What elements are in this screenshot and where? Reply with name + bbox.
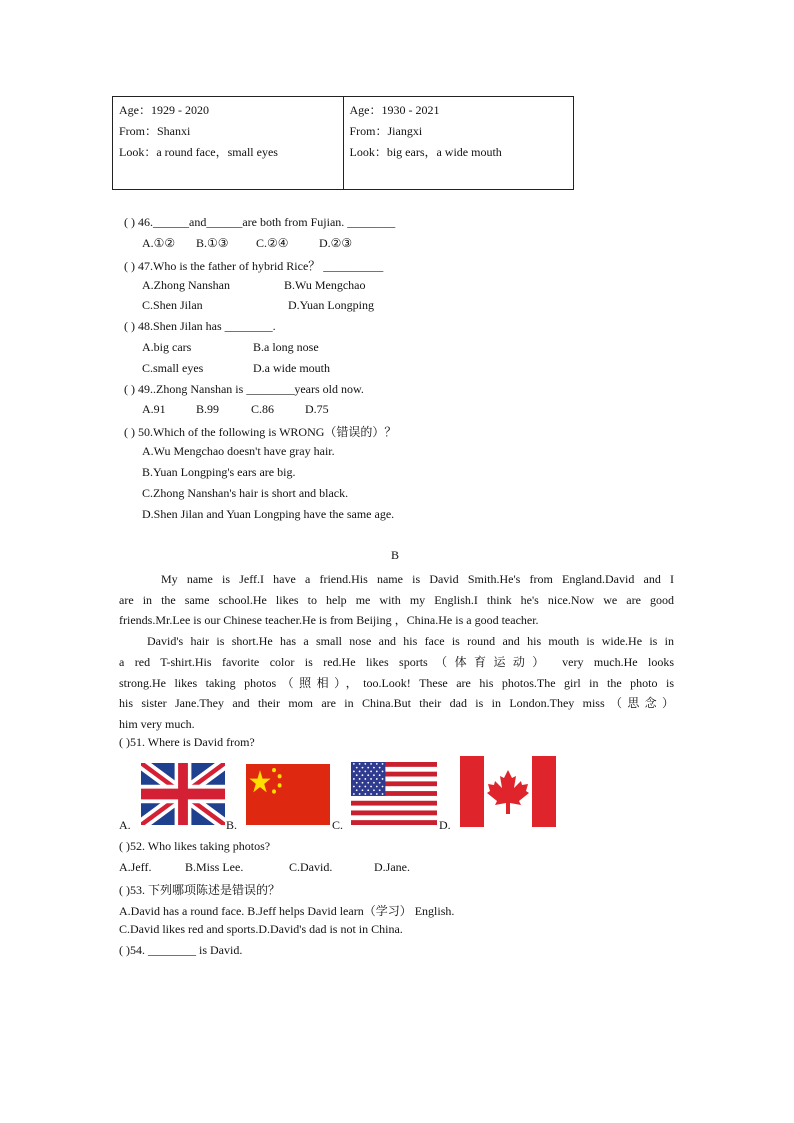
q51-label-d: D. bbox=[439, 818, 451, 832]
passage-line-5: a red T-shirt.His favorite color is red.He likes sports（体育运动） very much.He looks bbox=[119, 655, 674, 669]
passage-line-1: My name is Jeff.I have a friend.His name is David Smith.He's from England.David and I bbox=[161, 572, 674, 586]
left-look: Look：a round face，small eyes bbox=[119, 145, 278, 159]
china-flag bbox=[246, 764, 330, 825]
q49-option-b: B.99 bbox=[196, 402, 220, 416]
q46-option-d: D.②③ bbox=[319, 236, 353, 250]
q53-options-line-1: A.David has a round face. B.Jeff helps David learn（学习） English. bbox=[119, 904, 455, 918]
passage-line-2: are in the same school.He likes to help me with my English.I think he's nice.Now we are good bbox=[119, 593, 674, 607]
passage-line-3: friends.Mr.Lee is our Chinese teacher.He is from Beijing ，China.He is a good teacher. bbox=[119, 613, 539, 627]
q47-option-b: B.Wu Mengchao bbox=[284, 278, 366, 292]
left-age: Age：1929 - 2020 bbox=[119, 103, 209, 117]
usa-flag bbox=[351, 762, 437, 825]
q52-option-a: A.Jeff. bbox=[119, 860, 152, 874]
q52-option-b: B.Miss Lee. bbox=[185, 860, 244, 874]
q46-stem: ( ) 46.______and______are both from Fujian. ________ bbox=[124, 215, 396, 229]
q48-option-b: B.a long nose bbox=[253, 340, 319, 354]
right-from: From：Jiangxi bbox=[349, 124, 423, 138]
section-b-heading: B bbox=[391, 548, 400, 562]
q46-option-b: B.①③ bbox=[196, 236, 229, 250]
q48-option-a: A.big cars bbox=[142, 340, 192, 354]
q46-option-c: C.②④ bbox=[256, 236, 289, 250]
info-table bbox=[112, 96, 574, 190]
q48-option-c: C.small eyes bbox=[142, 361, 204, 375]
q52-option-d: D.Jane. bbox=[374, 860, 410, 874]
info-cell-left bbox=[113, 97, 344, 190]
q49-option-d: D.75 bbox=[305, 402, 329, 416]
passage-line-4: David's hair is short.He has a small nose and his face is round and his mouth is wide.He is in bbox=[147, 634, 674, 648]
q51-label-c: C. bbox=[332, 818, 344, 832]
q46-option-a: A.①② bbox=[142, 236, 176, 250]
right-look: Look：big ears，a wide mouth bbox=[349, 145, 502, 159]
left-from: From：Shanxi bbox=[119, 124, 191, 138]
canada-flag bbox=[460, 756, 556, 827]
passage-line-7: his sister Jane.They and their mom are in China.But their dad is in London.They miss（思念） bbox=[119, 696, 674, 710]
q48-stem: ( ) 48.Shen Jilan has ________. bbox=[124, 319, 276, 333]
q49-option-c: C.86 bbox=[251, 402, 275, 416]
q50-stem: ( ) 50.Which of the following is WRONG（错误的）？ bbox=[124, 425, 397, 439]
q47-stem: ( ) 47.Who is the father of hybrid Rice？ __________ bbox=[124, 259, 384, 273]
q52-option-c: C.David. bbox=[289, 860, 333, 874]
q52-stem: ( )52. Who likes taking photos? bbox=[119, 839, 271, 853]
q47-option-a: A.Zhong Nanshan bbox=[142, 278, 230, 292]
uk-flag bbox=[141, 763, 225, 825]
q50-option-c: C.Zhong Nanshan's hair is short and black. bbox=[142, 486, 349, 500]
q49-stem: ( ) 49..Zhong Nanshan is ________years old now. bbox=[124, 382, 364, 396]
passage-line-8: him very much. bbox=[119, 717, 195, 731]
q53-options-line-2: C.David likes red and sports.D.David's dad is not in China. bbox=[119, 922, 403, 936]
q49-option-a: A.91 bbox=[142, 402, 166, 416]
q50-option-d: D.Shen Jilan and Yuan Longping have the same age. bbox=[142, 507, 395, 521]
q51-label-a: A. bbox=[119, 818, 131, 832]
q54-stem: ( )54. ________ is David. bbox=[119, 943, 243, 957]
q47-option-d: D.Yuan Longping bbox=[288, 298, 374, 312]
q51-stem: ( )51. Where is David from? bbox=[119, 735, 255, 749]
right-age: Age：1930 - 2021 bbox=[349, 103, 440, 117]
q50-option-a: A.Wu Mengchao doesn't have gray hair. bbox=[142, 444, 335, 458]
q48-option-d: D.a wide mouth bbox=[253, 361, 330, 375]
q51-label-b: B. bbox=[226, 818, 238, 832]
passage-line-6: strong.He likes taking photos（照相），too.Look! These are his photos.The girl in the photo is bbox=[119, 676, 674, 690]
q50-option-b: B.Yuan Longping's ears are big. bbox=[142, 465, 296, 479]
info-cell-right bbox=[343, 97, 574, 190]
q53-stem: ( )53. 下列哪项陈述是错误的？ bbox=[119, 883, 280, 897]
q47-option-c: C.Shen Jilan bbox=[142, 298, 203, 312]
